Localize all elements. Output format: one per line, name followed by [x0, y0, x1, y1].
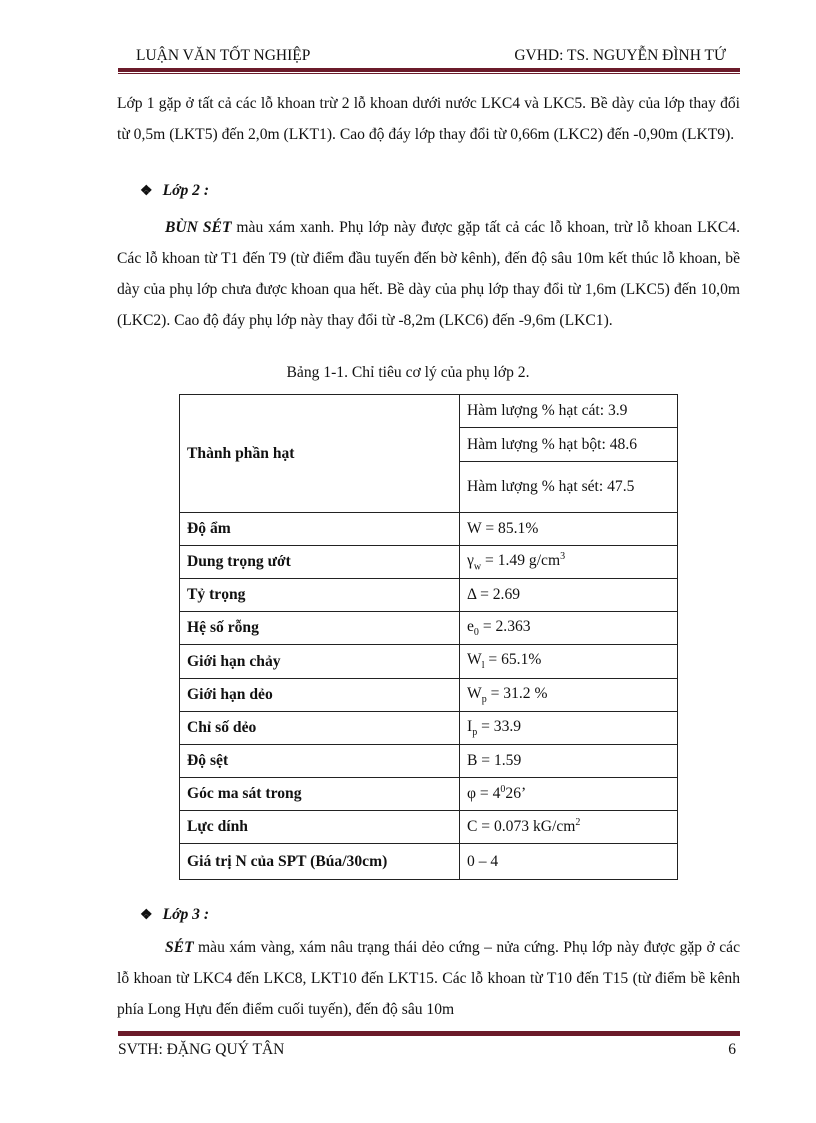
section-3-text: màu xám vàng, xám nâu trạng thái dẻo cứng – nửa cứng. Phụ lớp này được gặp ở các lỗ khoan từ LKC4 đến LKC8, LKT10 đến LKT15. Các lỗ khoan từ T10 đến T15 (từ điểm bề kênh phía Long Hựu đến điểm cuối tuyến), đến độ sâu 10m	[117, 939, 740, 1018]
row-value: $\varphi = 4^026$’	[460, 778, 678, 811]
row-label: Tỷ trọng	[180, 579, 460, 612]
grain-composition-label: Thành phần hạt	[180, 395, 460, 513]
footer-author: SVTH: ĐẶNG QUÝ TÂN	[118, 1041, 285, 1058]
row-value: W = 85.1%	[460, 513, 678, 546]
footer-rule	[118, 1030, 740, 1036]
table-row	[180, 778, 678, 811]
row-label: Độ ẩm	[180, 513, 460, 546]
table-row	[180, 844, 678, 880]
soil-properties-table	[179, 394, 678, 880]
diamond-bullet-icon: ❖	[140, 184, 153, 199]
grain-sand-value: Hàm lượng % hạt cát: 3.9	[460, 395, 678, 428]
section-3-lead: SÉT	[165, 939, 194, 956]
table-caption: Bảng 1-1. Chỉ tiêu cơ lý của phụ lớp 2.	[286, 364, 530, 381]
row-value: 0 – 4	[460, 844, 678, 880]
row-value: $W_l = 65.1\%$	[460, 645, 678, 679]
table-row	[180, 579, 678, 612]
grain-silt-value: Hàm lượng % hạt bột: 48.6	[460, 428, 678, 462]
row-label: Góc ma sát trong	[180, 778, 460, 811]
table-row	[180, 395, 678, 428]
section-3-title: Lớp 3 :	[162, 906, 210, 923]
table-row	[180, 679, 678, 712]
page-number: 6	[728, 1041, 736, 1058]
table-row	[180, 811, 678, 844]
header-advisor: GVHD: TS. NGUYỄN ĐÌNH TỨ	[514, 47, 726, 64]
row-value: Δ = 2.69	[460, 579, 678, 612]
table-row	[180, 745, 678, 778]
diamond-bullet-icon: ❖	[140, 908, 153, 923]
row-label: Giới hạn dẻo	[180, 679, 460, 712]
row-value: $W_p = 31.2$ %	[460, 679, 678, 712]
section-2-heading	[140, 182, 209, 200]
table-row	[180, 513, 678, 546]
table-row	[180, 712, 678, 745]
header-rule	[118, 68, 740, 74]
section-2-paragraph	[117, 212, 740, 336]
row-label: Giá trị N của SPT (Búa/30cm)	[180, 844, 460, 880]
row-value: B = 1.59	[460, 745, 678, 778]
row-label: Dung trọng ướt	[180, 546, 460, 579]
row-label: Giới hạn chảy	[180, 645, 460, 679]
section-2-title: Lớp 2 :	[162, 182, 210, 199]
grain-clay-value: Hàm lượng % hạt sét: 47.5	[460, 462, 678, 513]
row-value: $\gamma_w = 1.49$ $g/cm^3$	[460, 546, 678, 579]
row-value: $I_p = 33.9$	[460, 712, 678, 745]
row-label: Lực dính	[180, 811, 460, 844]
page-header	[118, 47, 728, 69]
table-row	[180, 645, 678, 679]
section-2-lead: BÙN SÉT	[165, 219, 232, 236]
row-label: Hệ số rỗng	[180, 612, 460, 645]
section-3-paragraph	[117, 932, 740, 1025]
row-label: Chỉ số dẻo	[180, 712, 460, 745]
row-value: $e_0 = 2.363$	[460, 612, 678, 645]
table-row	[180, 612, 678, 645]
header-thesis-title: LUẬN VĂN TỐT NGHIỆP	[136, 47, 311, 64]
section-3-heading	[140, 906, 209, 924]
row-value: C = 0.073 $kG/cm^2$	[460, 811, 678, 844]
row-label: Độ sệt	[180, 745, 460, 778]
section-2-text: màu xám xanh. Phụ lớp này được gặp tất cả các lỗ khoan, trừ lỗ khoan LKC4. Các lỗ khoan từ T1 đến T9 (từ điểm đầu tuyến đến bờ kênh), đến độ sâu 10m kết thúc lỗ khoan, bề dày của phụ lớp chưa được khoan qua hết. Bề dày của phụ lớp thay đổi từ 1,6m (LKC5) đến 10,0m (LKC2). Cao độ đáy phụ lớp này thay đổi từ -8,2m (LKC6) đến -9,6m (LKC1).	[117, 219, 741, 329]
table-row	[180, 546, 678, 579]
intro-paragraph: Lớp 1 gặp ở tất cả các lỗ khoan trừ 2 lỗ khoan dưới nước LKC4 và LKC5. Bề dày của lớp thay đổi từ 0,5m (LKT5) đến 2,0m (LKT1). Cao độ đáy lớp thay đổi từ 0,66m (LKC2) đến -0,90m (LKT9).	[117, 95, 740, 143]
